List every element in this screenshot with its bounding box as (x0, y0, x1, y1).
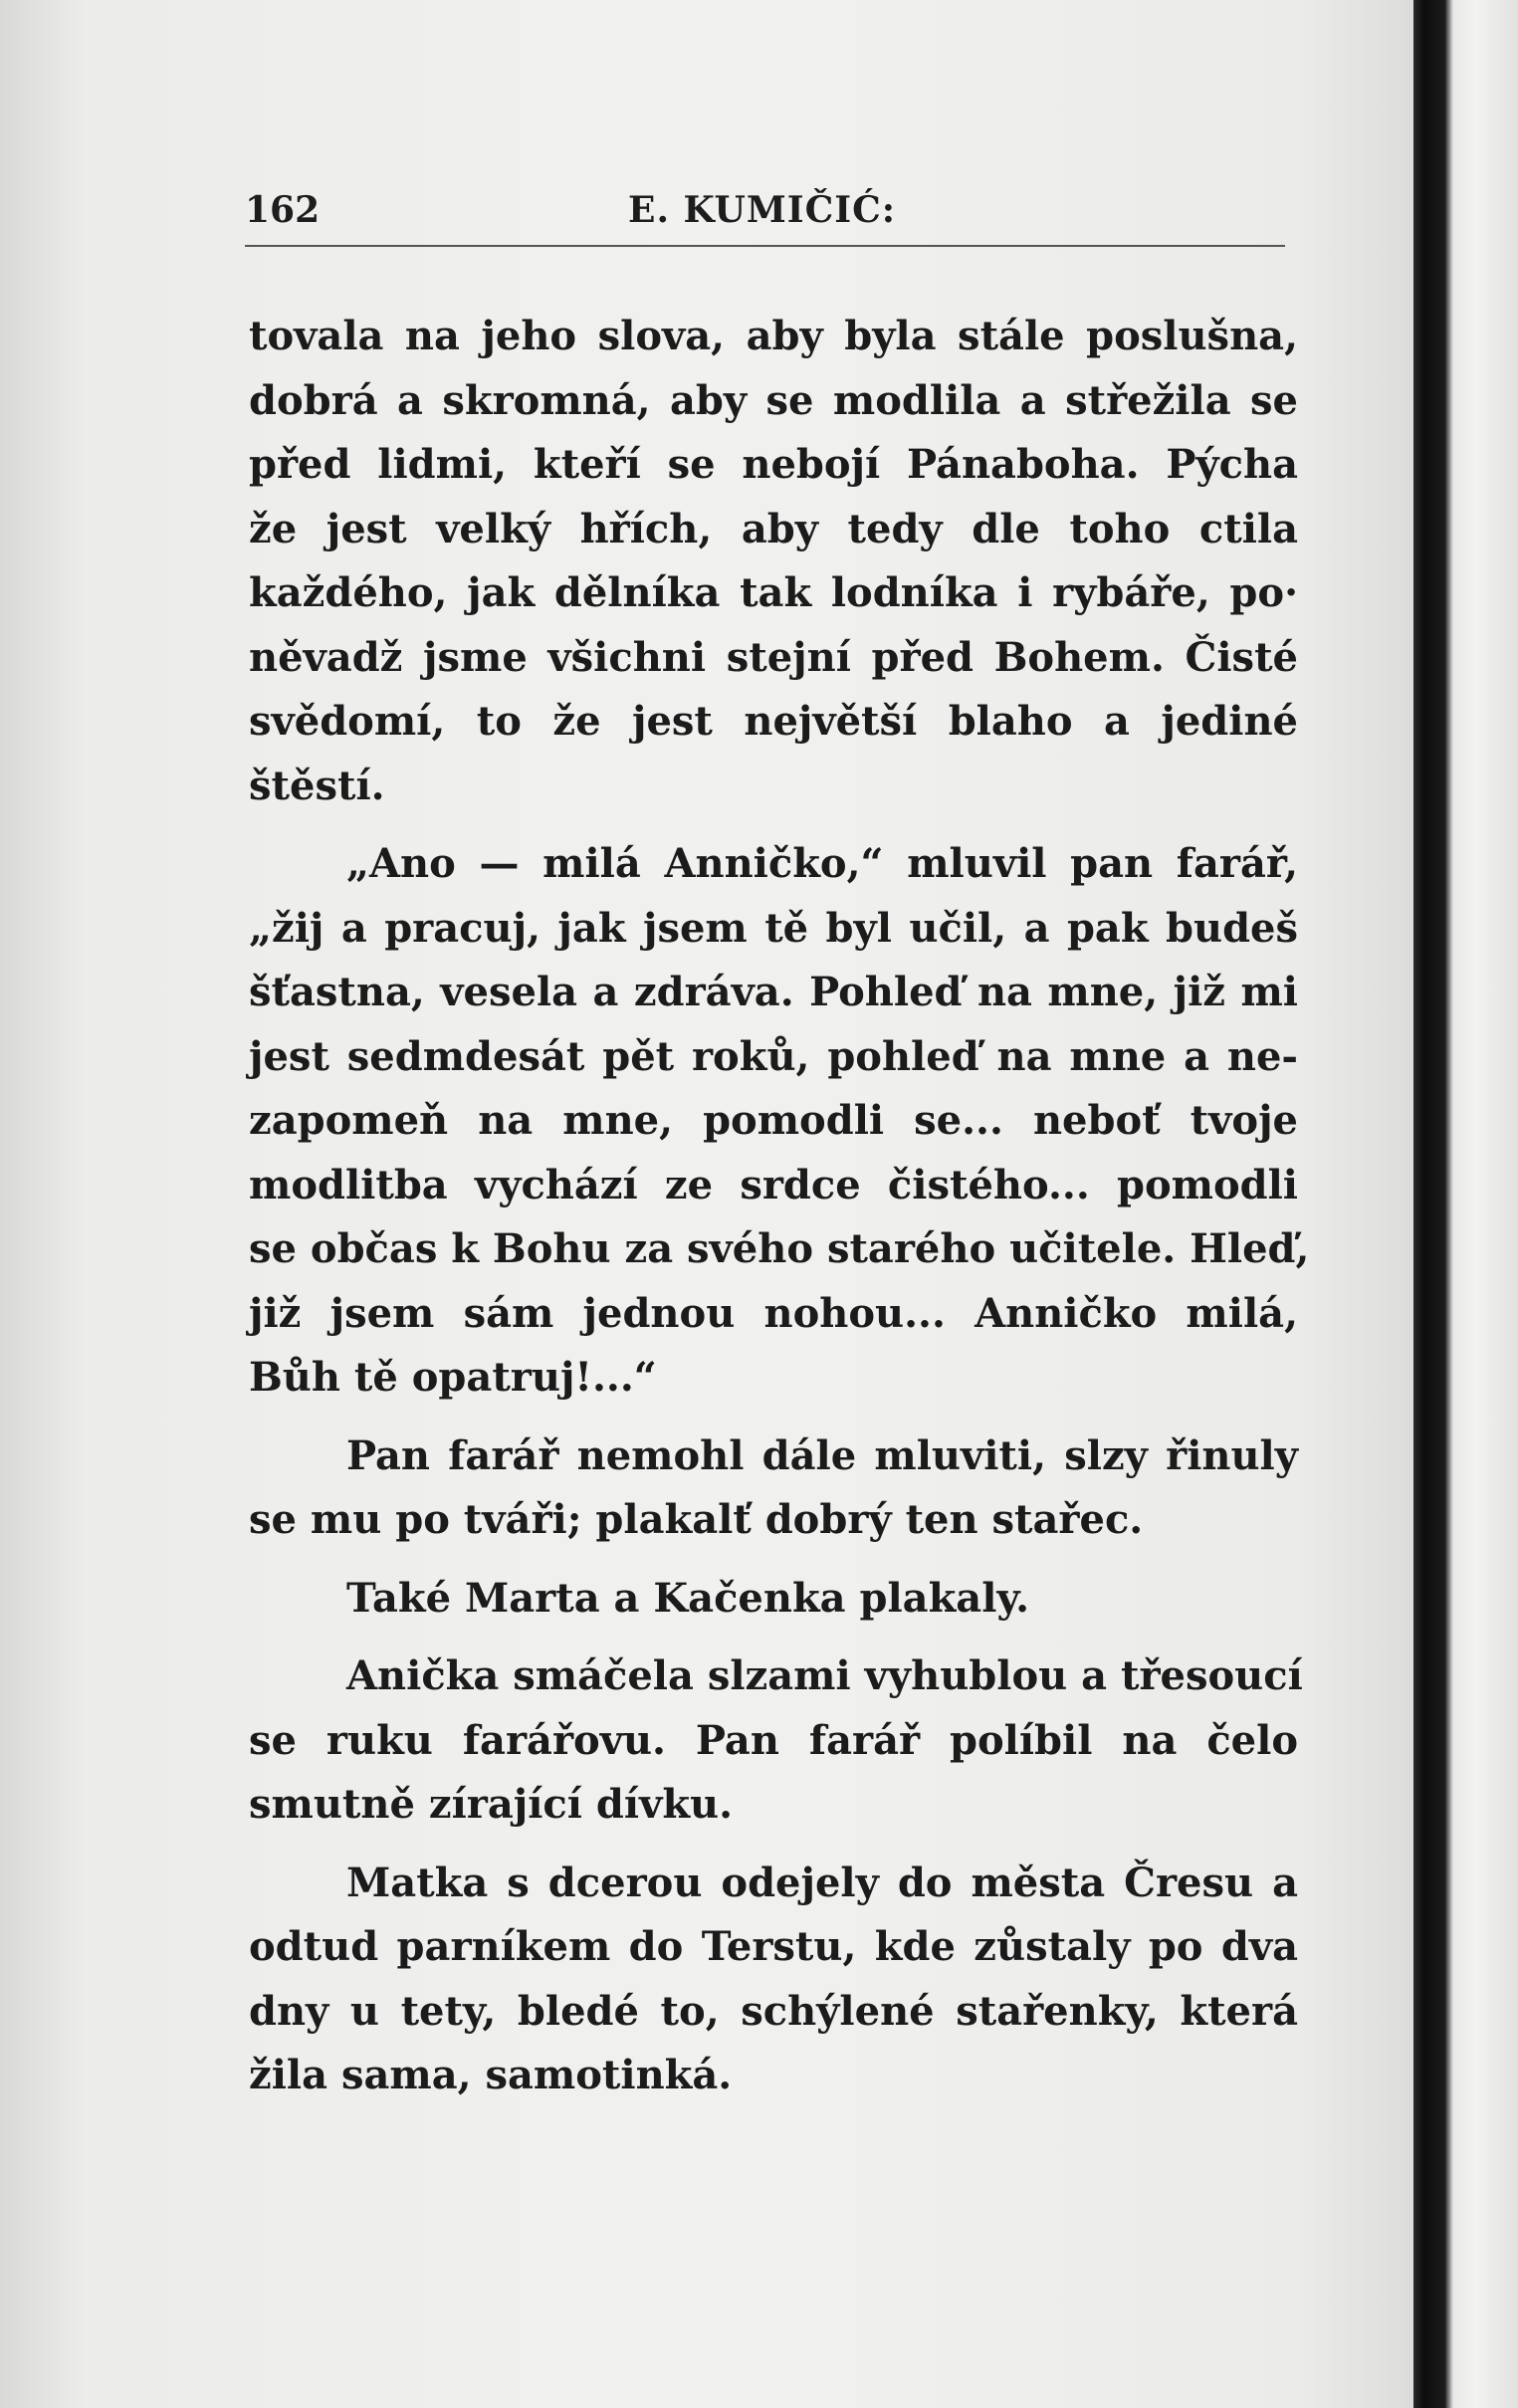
text-line: štěstí. (249, 762, 385, 809)
text-line: modlitba vychází ze srdce čistého... pomodli (249, 1161, 1298, 1208)
paragraph-5 (249, 1644, 1303, 1838)
text-line: zapomeň na mne, pomodli se... neboť tvoje (249, 1097, 1298, 1144)
text-line: Matka s dcerou odejely do města Čresu a (346, 1859, 1298, 1906)
book-spine-edge (1413, 0, 1518, 2408)
text-line: Bůh tě opatruj!...“ (249, 1354, 657, 1401)
text-line: „Ano — milá Anničko,“ mluvil pan farář, (346, 840, 1298, 887)
text-line: dny u tety, bledé to, schýlené stařenky, která (249, 1987, 1298, 2035)
text-line: svědomí, to že jest největší blaho a jediné (249, 698, 1298, 745)
paragraph-2 (249, 832, 1310, 1411)
paragraph-1 (249, 305, 1298, 818)
text-line: žila sama, samotinká. (249, 2052, 733, 2098)
text-line: Také Marta a Kačenka plakaly. (346, 1574, 1029, 1622)
page-number: 162 (245, 189, 321, 231)
text-line: Pan farář nemohl dále mluviti, slzy řinuly (346, 1431, 1298, 1479)
text-line: před lidmi, kteří se nebojí Pánaboha. Pýcha (249, 441, 1298, 488)
header-rule (245, 245, 1285, 247)
text-line: něvadž jsme všichni stejní před Bohem. Čisté (249, 633, 1298, 681)
paragraph-3 (249, 1424, 1298, 1553)
text-line: že jest velký hřích, aby tedy dle toho ctila (249, 505, 1298, 552)
text-line: smutně zírající dívku. (249, 1781, 734, 1828)
text-line: jest sedmdesát pět roků, pohleď na mne a ne- (249, 1032, 1298, 1080)
text-line: odtud parníkem do Terstu, kde zůstaly po dva (249, 1923, 1298, 1970)
text-line: každého, jak dělníka tak lodníka i rybáře, po· (249, 569, 1298, 616)
page-header (245, 179, 1285, 239)
paragraph-6 (249, 1852, 1298, 2108)
text-line: šťastna, vesela a zdráva. Pohleď na mne, již mi (249, 969, 1298, 1015)
text-line: „žij a pracuj, jak jsem tě byl učil, a pak budeš (249, 904, 1298, 952)
text-line: se mu po tváři; plakalť dobrý ten stařec. (249, 1496, 1144, 1543)
paragraph-4 (249, 1567, 1298, 1632)
running-head: E. KUMIČIĆ: (628, 189, 897, 231)
text-line: Anička smáčela slzami vyhublou a třesoucí (346, 1652, 1303, 1699)
body-text (249, 305, 1310, 2108)
text-line: dobrá a skromná, aby se modlila a střežila se (249, 376, 1298, 424)
text-line: se občas k Bohu za svého starého učitele. Hleď, (249, 1225, 1310, 1272)
text-line: se ruku farářovu. Pan farář políbil na čelo (249, 1716, 1298, 1764)
text-line: tovala na jeho slova, aby byla stále poslušna, (249, 313, 1298, 359)
text-line: již jsem sám jednou nohou... Anničko milá, (249, 1289, 1298, 1337)
